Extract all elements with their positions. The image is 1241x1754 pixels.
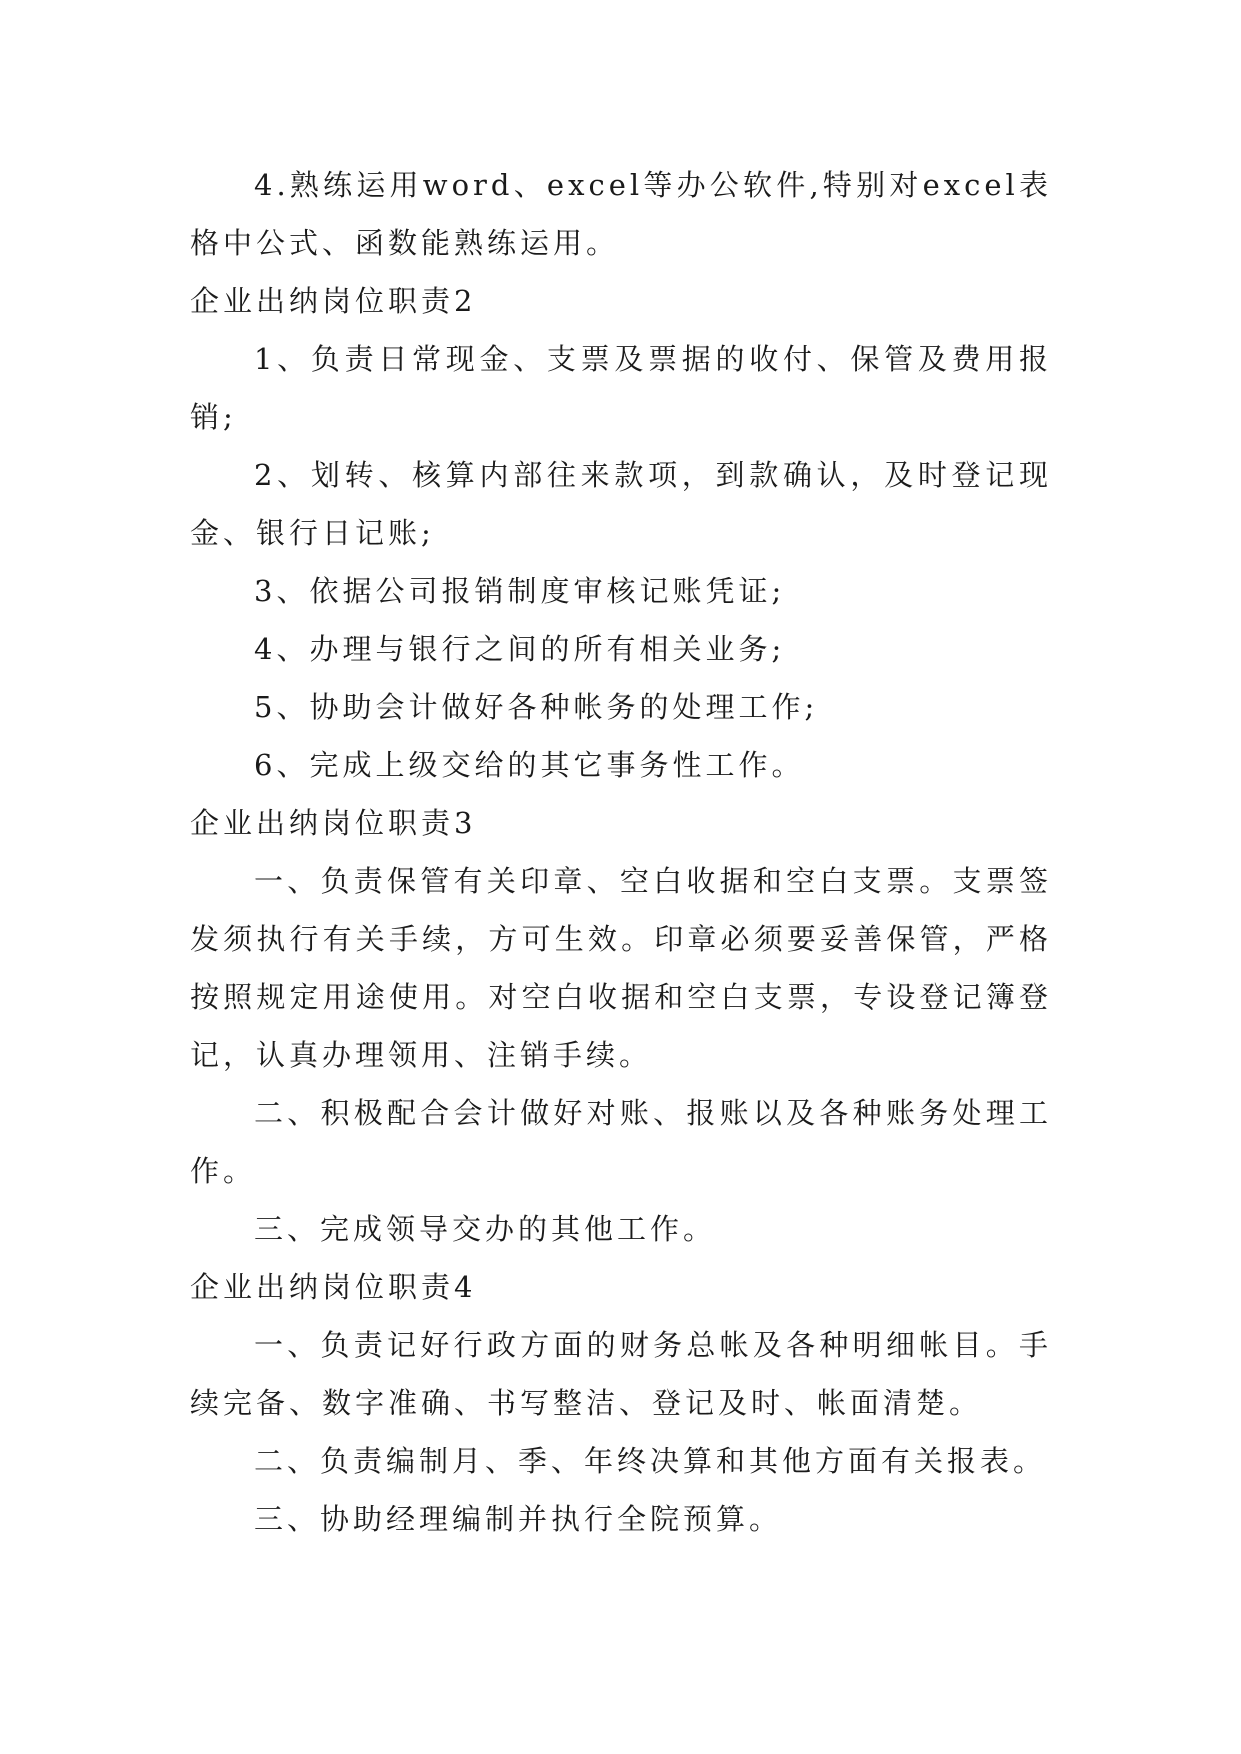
paragraph: 5、协助会计做好各种帐务的处理工作; [254, 690, 819, 724]
section-heading: 企业出纳岗位职责3 [190, 806, 477, 840]
section-heading: 企业出纳岗位职责2 [190, 284, 477, 318]
paragraph: 三、协助经理编制并执行全院预算。 [254, 1502, 783, 1536]
paragraph: 二、积极配合会计做好对账、报账以及各种账务处理工作。 [190, 1096, 1052, 1188]
paragraph: 1、负责日常现金、支票及票据的收付、保管及费用报销; [190, 342, 1052, 434]
paragraph: 三、完成领导交办的其他工作。 [254, 1212, 717, 1246]
paragraph: 4.熟练运用word、excel等办公软件,特别对excel表格中公式、函数能熟练运用。 [190, 168, 1052, 260]
paragraph: 2、划转、核算内部往来款项，到款确认，及时登记现金、银行日记账; [190, 458, 1052, 550]
paragraph: 一、负责记好行政方面的财务总帐及各种明细帐目。手续完备、数字准确、书写整洁、登记及时、帐面清楚。 [190, 1328, 1052, 1420]
document-body [190, 156, 1052, 1548]
paragraph: 一、负责保管有关印章、空白收据和空白支票。支票签发须执行有关手续，方可生效。印章必须要妥善保管，严格按照规定用途使用。对空白收据和空白支票，专设登记簿登记，认真办理领用、注销手续。 [190, 864, 1052, 1072]
paragraph: 3、依据公司报销制度审核记账凭证; [254, 574, 786, 608]
paragraph: 二、负责编制月、季、年终决算和其他方面有关报表。 [254, 1444, 1047, 1478]
paragraph: 4、办理与银行之间的所有相关业务; [254, 632, 786, 666]
paragraph: 6、完成上级交给的其它事务性工作。 [254, 748, 805, 782]
section-heading: 企业出纳岗位职责4 [190, 1270, 477, 1304]
